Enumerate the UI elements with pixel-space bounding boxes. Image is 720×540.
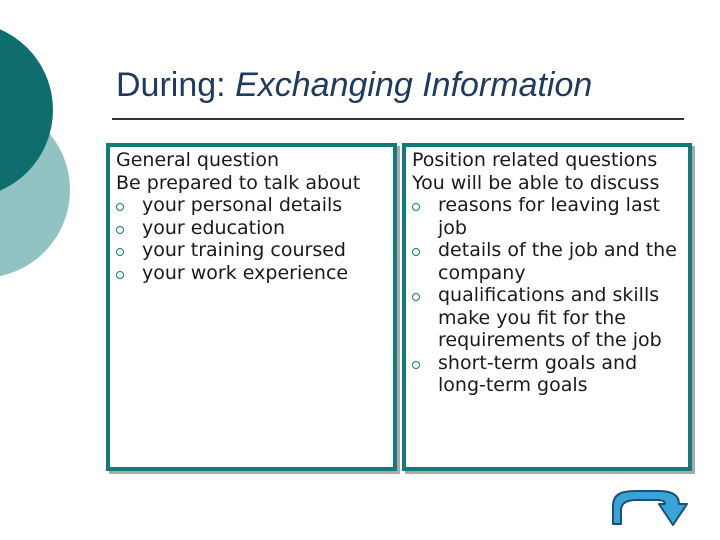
list-item-text: your work experience (142, 261, 349, 284)
list-item (116, 217, 387, 240)
list-item-text: qualifications and skills make you fit for the requirements of the job (438, 284, 662, 351)
list-item (412, 239, 682, 284)
title-bold: During (116, 66, 217, 104)
slide-title (116, 66, 592, 105)
general-question-box (106, 143, 397, 471)
list-item-text: short-term goals and long-term goals (438, 351, 638, 396)
box-intro: Be prepared to talk about (116, 171, 361, 194)
list-item-text: your personal details (142, 194, 343, 216)
box-intro: You will be able to discuss (412, 171, 660, 194)
bullet-icon (116, 248, 124, 256)
list-item (412, 284, 682, 352)
bullet-icon (116, 203, 124, 211)
list-item-text: reasons for leaving last job (438, 194, 660, 239)
list-item (116, 262, 387, 285)
bullet-icon (412, 203, 420, 211)
bullet-icon (116, 271, 124, 279)
box-heading: Position related questions (412, 149, 658, 171)
box-heading: General question (116, 149, 280, 171)
list-item-text: your training coursed (142, 239, 346, 261)
bullet-icon (116, 226, 124, 234)
title-underline (112, 118, 684, 120)
decorative-circles (0, 0, 80, 300)
bullet-icon (412, 248, 420, 256)
list-item (412, 194, 682, 239)
list-item-text: details of the job and the company (438, 239, 677, 284)
arrow-shape[interactable] (613, 491, 687, 525)
bullet-icon (412, 293, 420, 301)
list-item (116, 239, 387, 262)
bullet-icon (412, 361, 420, 369)
title-colon: : (216, 66, 226, 104)
curved-arrow-icon[interactable] (607, 488, 689, 528)
title-italic: Exchanging Information (235, 66, 593, 104)
list-item-text: your education (142, 216, 286, 239)
position-question-box (402, 143, 692, 471)
list-item (412, 352, 682, 397)
list-item (116, 194, 387, 217)
